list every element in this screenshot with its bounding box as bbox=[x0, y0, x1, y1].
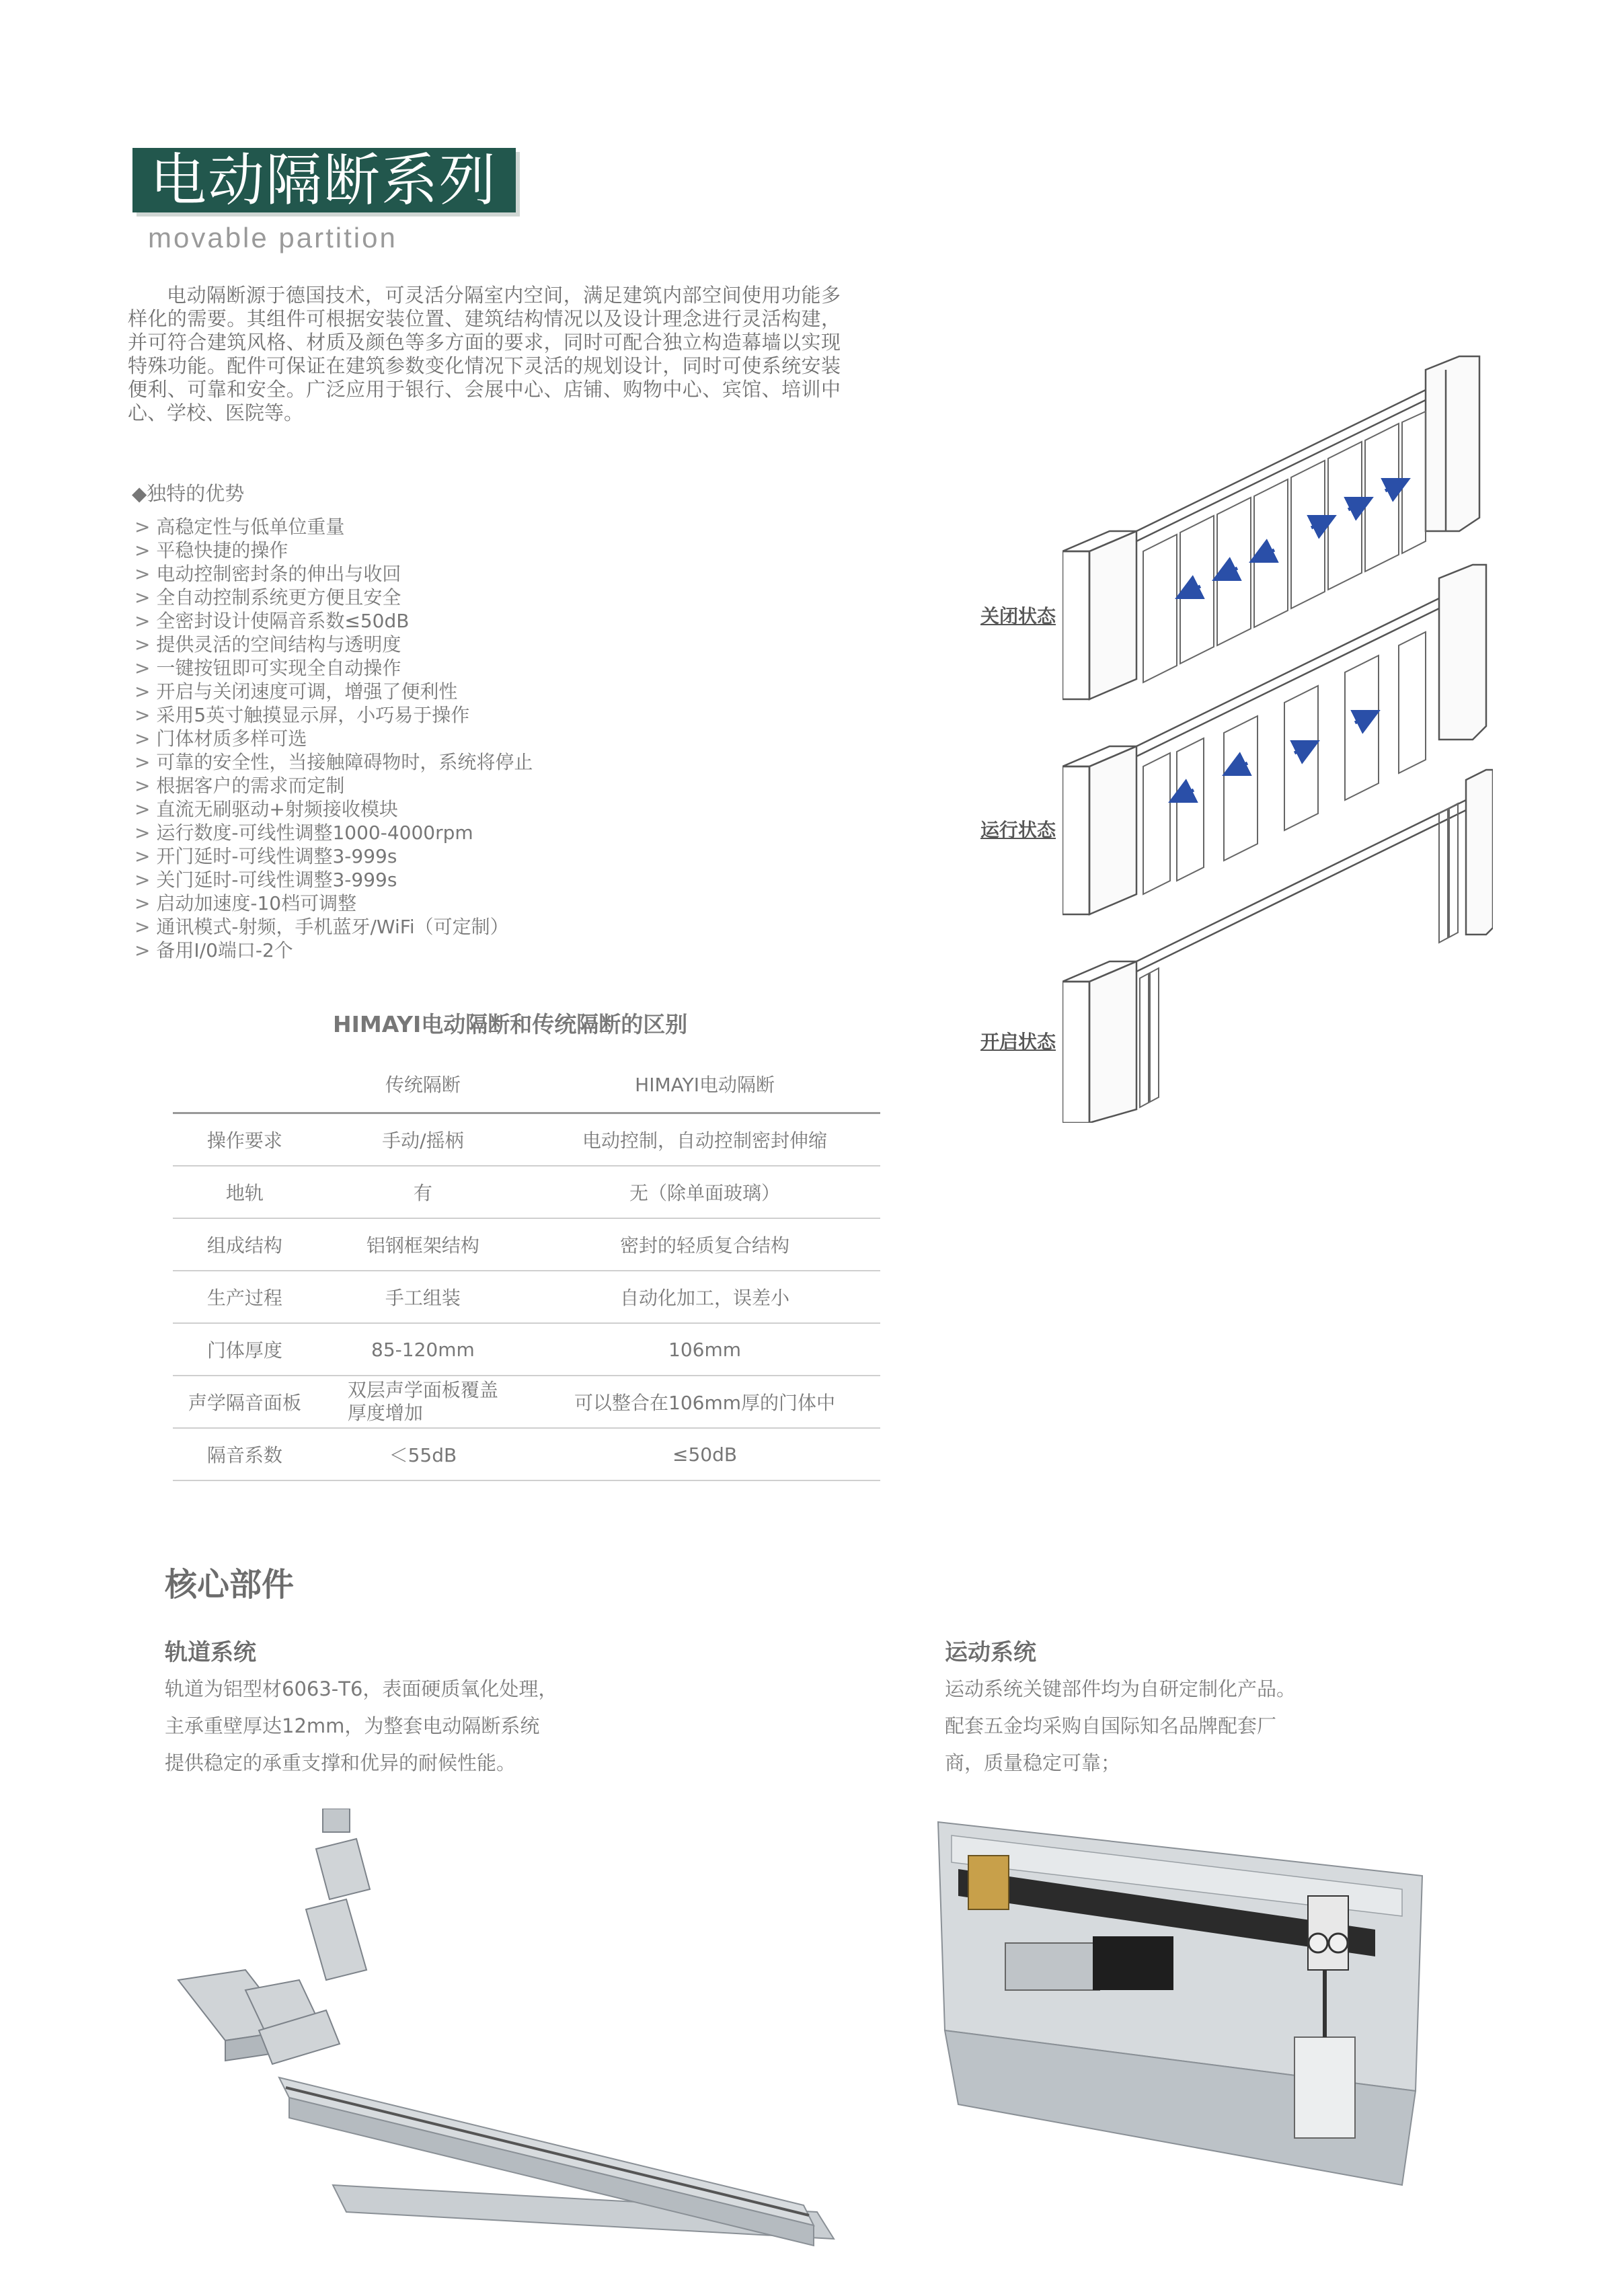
table-cell: 门体厚度 bbox=[173, 1323, 317, 1376]
table-cell: 隔音系数 bbox=[173, 1428, 317, 1480]
track-description-line: 轨道为铝型材6063-T6，表面硬质氧化处理， bbox=[165, 1677, 558, 1700]
table-cell: 密封的轻质复合结构 bbox=[529, 1218, 880, 1271]
table-cell bbox=[317, 1376, 529, 1428]
table-cell: 有 bbox=[317, 1166, 529, 1218]
advantage-item: > 全自动控制系统更方便且安全 bbox=[134, 586, 533, 609]
track-rail-illustration bbox=[171, 1809, 844, 2252]
closed-state-diagram bbox=[1062, 356, 1479, 699]
table-row bbox=[173, 1271, 880, 1323]
page-subtitle: movable partition bbox=[148, 222, 397, 253]
table-row bbox=[173, 1428, 880, 1480]
state-label-closed: 关闭状态 bbox=[980, 605, 1056, 627]
intro-paragraph: 电动隔断源于德国技术，可灵活分隔室内空间，满足建筑内部空间使用功能多样化的需要。其组件可根据安装位置、建筑结构情况以及设计理念进行灵活构建，并可符合建筑风格、材质及颜色等多方面的要求，同时可配合独立构造幕墙以实现特殊功能。配件可保证在建筑参数变化情况下灵活的规划设计，同时可使系统安装便利、可靠和安全。广泛应用于银行、会展中心、店铺、购物中心、宾馆、培训中心、学校、医院等。 bbox=[128, 284, 841, 424]
table-cell: 组成结构 bbox=[173, 1218, 317, 1271]
track-description-line: 提供稳定的承重支撑和优异的耐候性能。 bbox=[165, 1751, 516, 1774]
table-cell: ＜55dB bbox=[317, 1428, 529, 1480]
comparison-table bbox=[173, 1056, 880, 1481]
advantage-item: > 采用5英寸触摸显示屏，小巧易于操作 bbox=[134, 703, 533, 727]
table-cell: 手动/摇柄 bbox=[317, 1113, 529, 1166]
header-cell: HIMAYI电动隔断 bbox=[529, 1056, 880, 1113]
advantage-item: > 根据客户的需求而定制 bbox=[134, 774, 533, 797]
table-cell: 手工组装 bbox=[317, 1271, 529, 1323]
table-cell: 自动化加工，误差小 bbox=[529, 1271, 880, 1323]
table-cell: 铝钢框架结构 bbox=[317, 1218, 529, 1271]
page-title: 电动隔断系列 bbox=[150, 147, 498, 213]
advantage-item: > 备用I/0端口-2个 bbox=[134, 939, 533, 962]
advantage-item: > 电动控制密封条的伸出与收回 bbox=[134, 562, 533, 586]
table-cell: 85-120mm bbox=[317, 1323, 529, 1376]
table-cell: 106mm bbox=[529, 1323, 880, 1376]
table-cell: 电动控制，自动控制密封伸缩 bbox=[529, 1113, 880, 1166]
advantage-item: > 直流无刷驱动+射频接收模块 bbox=[134, 797, 533, 821]
header-cell: 传统隔断 bbox=[317, 1056, 529, 1113]
table-row bbox=[173, 1218, 880, 1271]
advantage-item: > 关门延时-可线性调整3-999s bbox=[134, 868, 533, 892]
advantage-item: > 通讯模式-射频，手机蓝牙/WiFi（可定制） bbox=[134, 915, 533, 939]
table-cell: 声学隔音面板 bbox=[173, 1376, 317, 1428]
table-row bbox=[173, 1376, 880, 1428]
partition-states-illustration bbox=[1062, 350, 1493, 1123]
motion-system-heading: 运动系统 bbox=[945, 1639, 1036, 1666]
advantage-item: > 全密封设计使隔音系数≤50dB bbox=[134, 609, 533, 633]
motion-description-line: 商，质量稳定可靠； bbox=[945, 1751, 1121, 1774]
track-description-line: 主承重壁厚达12mm，为整套电动隔断系统 bbox=[165, 1714, 540, 1737]
advantages-list bbox=[134, 515, 533, 962]
table-cell: 可以整合在106mm厚的门体中 bbox=[529, 1376, 880, 1428]
header-cell bbox=[173, 1056, 317, 1113]
advantage-item: > 高稳定性与低单位重量 bbox=[134, 515, 533, 539]
core-components-heading: 核心部件 bbox=[165, 1566, 295, 1604]
table-header-row bbox=[173, 1056, 880, 1113]
table-cell-text: 双层声学面板覆盖 厚度增加 bbox=[347, 1379, 498, 1424]
advantage-item: > 一键按钮即可实现全自动操作 bbox=[134, 656, 533, 680]
state-label-running: 运行状态 bbox=[980, 819, 1056, 841]
table-cell: 操作要求 bbox=[173, 1113, 317, 1166]
table-row bbox=[173, 1323, 880, 1376]
advantage-item: > 启动加速度-10档可调整 bbox=[134, 892, 533, 915]
advantage-item: > 开门延时-可线性调整3-999s bbox=[134, 844, 533, 868]
advantage-item: > 提供灵活的空间结构与透明度 bbox=[134, 633, 533, 656]
table-row bbox=[173, 1166, 880, 1218]
track-system-heading: 轨道系统 bbox=[165, 1639, 256, 1666]
table-row bbox=[173, 1113, 880, 1166]
motion-description-line: 配套五金均采购自国际知名品牌配套厂 bbox=[945, 1714, 1277, 1737]
advantage-item: > 开启与关闭速度可调，增强了便利性 bbox=[134, 680, 533, 703]
comparison-title: HIMAYI电动隔断和传统隔断的区别 bbox=[333, 1011, 688, 1037]
advantage-item: > 运行数度-可线性调整1000-4000rpm bbox=[134, 821, 533, 844]
advantages-heading: ◆独特的优势 bbox=[132, 482, 245, 505]
advantage-item: > 平稳快捷的操作 bbox=[134, 539, 533, 562]
motion-description-line: 运动系统关键部件均为自研定制化产品。 bbox=[945, 1677, 1297, 1700]
table-cell: 生产过程 bbox=[173, 1271, 317, 1323]
advantage-item: > 可靠的安全性，当接触障碍物时，系统将停止 bbox=[134, 750, 533, 774]
table-cell: 地轨 bbox=[173, 1166, 317, 1218]
state-label-open: 开启状态 bbox=[980, 1031, 1056, 1053]
advantage-item: > 门体材质多样可选 bbox=[134, 727, 533, 750]
motion-system-illustration bbox=[931, 1809, 1429, 2192]
table-cell: ≤50dB bbox=[529, 1428, 880, 1480]
table-cell: 无（除单面玻璃） bbox=[529, 1166, 880, 1218]
